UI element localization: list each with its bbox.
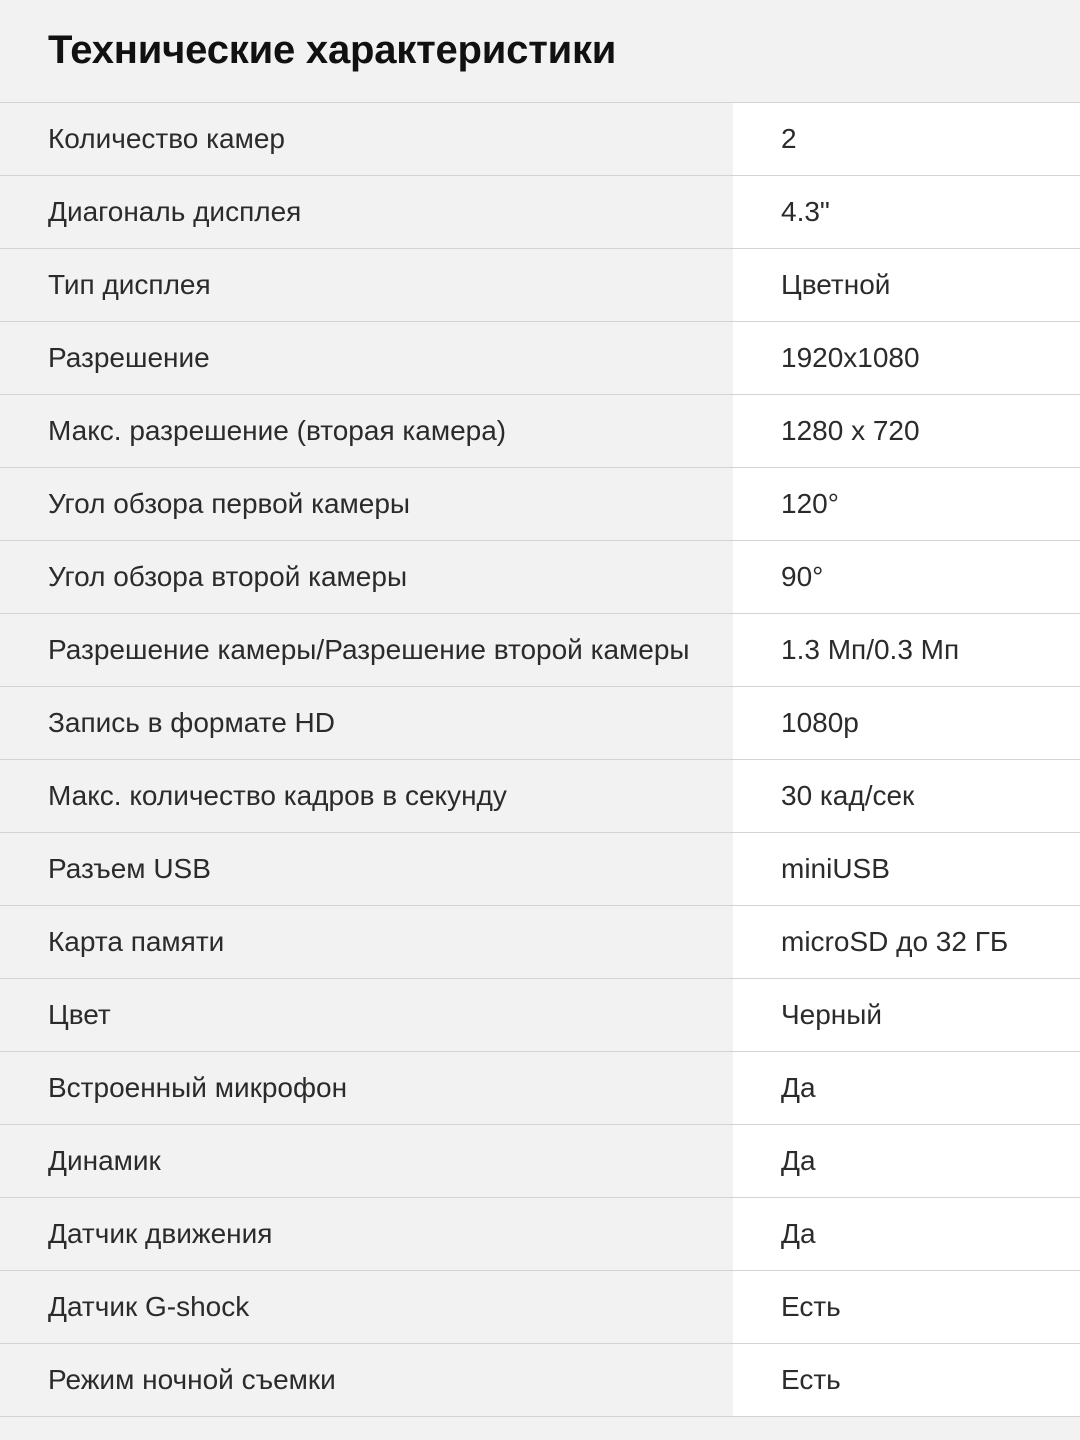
spec-row	[0, 832, 1080, 905]
spec-row	[0, 321, 1080, 394]
spec-label: Количество камер	[0, 103, 733, 175]
spec-value: 1280 x 720	[733, 395, 1080, 467]
spec-row	[0, 686, 1080, 759]
spec-value: miniUSB	[733, 833, 1080, 905]
spec-value: Есть	[733, 1271, 1080, 1343]
spec-row	[0, 248, 1080, 321]
spec-label: Цвет	[0, 979, 733, 1051]
spec-label: Запись в формате HD	[0, 687, 733, 759]
spec-label: Тип дисплея	[0, 249, 733, 321]
spec-row	[0, 613, 1080, 686]
spec-label: Режим ночной съемки	[0, 1344, 733, 1416]
spec-row	[0, 102, 1080, 175]
spec-label: Встроенный микрофон	[0, 1052, 733, 1124]
spec-value: 4.3"	[733, 176, 1080, 248]
spec-value: Черный	[733, 979, 1080, 1051]
spec-label: Датчик G-shock	[0, 1271, 733, 1343]
spec-value: 120°	[733, 468, 1080, 540]
spec-value: 30 кад/сек	[733, 760, 1080, 832]
spec-row	[0, 978, 1080, 1051]
spec-value: Да	[733, 1052, 1080, 1124]
spec-value: 1080p	[733, 687, 1080, 759]
spec-value: Есть	[733, 1344, 1080, 1416]
spec-value: Цветной	[733, 249, 1080, 321]
spec-label: Датчик движения	[0, 1198, 733, 1270]
spec-row	[0, 175, 1080, 248]
spec-row	[0, 467, 1080, 540]
spec-row	[0, 1197, 1080, 1270]
spec-value: Да	[733, 1125, 1080, 1197]
spec-label: Макс. количество кадров в секунду	[0, 760, 733, 832]
spec-row	[0, 759, 1080, 832]
spec-value: microSD до 32 ГБ	[733, 906, 1080, 978]
spec-label: Динамик	[0, 1125, 733, 1197]
spec-label: Макс. разрешение (вторая камера)	[0, 395, 733, 467]
spec-label: Угол обзора второй камеры	[0, 541, 733, 613]
spec-label: Карта памяти	[0, 906, 733, 978]
spec-label: Диагональ дисплея	[0, 176, 733, 248]
page-title: Технические характеристики	[48, 28, 617, 72]
spec-table	[0, 102, 1080, 1417]
spec-value: 1920x1080	[733, 322, 1080, 394]
spec-label: Угол обзора первой камеры	[0, 468, 733, 540]
spec-row	[0, 1051, 1080, 1124]
spec-value: 2	[733, 103, 1080, 175]
spec-row	[0, 394, 1080, 467]
spec-value: 1.3 Мп/0.3 Мп	[733, 614, 1080, 686]
spec-row	[0, 905, 1080, 978]
spec-label: Разъем USB	[0, 833, 733, 905]
spec-label: Разрешение камеры/Разрешение второй камеры	[0, 614, 733, 686]
spec-label: Разрешение	[0, 322, 733, 394]
spec-row	[0, 540, 1080, 613]
spec-row	[0, 1270, 1080, 1343]
spec-row	[0, 1343, 1080, 1417]
spec-value: Да	[733, 1198, 1080, 1270]
spec-row	[0, 1124, 1080, 1197]
spec-value: 90°	[733, 541, 1080, 613]
